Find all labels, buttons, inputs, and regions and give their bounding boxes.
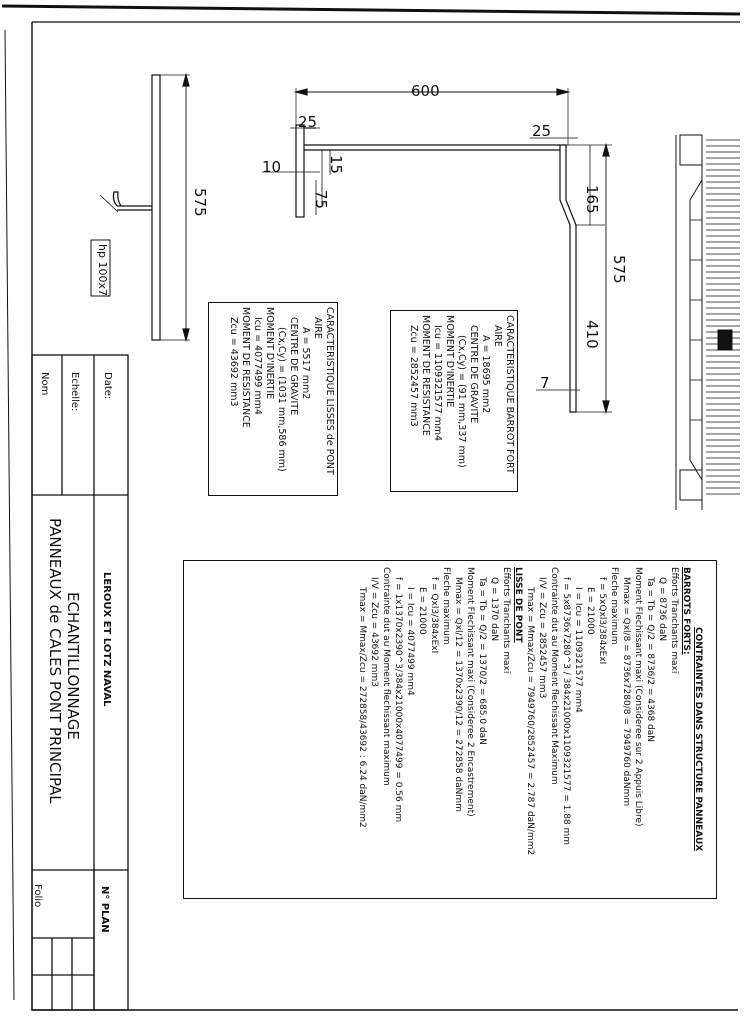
- lisse-calc-line: Ta = Tb = Q/2 = 1370/2 = 685.0 daN: [477, 577, 487, 745]
- lisse-calc-line: Contrainte dut au Moment flechissant maximum: [381, 567, 391, 786]
- lisse-line: CENTRE DE GRAVITE: [288, 317, 299, 416]
- dim-75: 75: [312, 190, 330, 210]
- lisse-characteristics-box: [208, 302, 338, 496]
- dim-575-lisse: 575: [191, 188, 209, 217]
- lisse-box-text: [227, 307, 335, 475]
- barrots-line: Fleche maximum: [609, 567, 619, 645]
- plan-number-label: N° PLAN: [99, 886, 110, 933]
- lisse-calc-line: E = 21000: [417, 587, 427, 635]
- folio-label: Folio: [32, 884, 43, 908]
- calc-box-text: [356, 567, 704, 855]
- echelle-label: Echelle:: [69, 372, 80, 412]
- barrots-line: I/V = Zcu = 2852457 mm3: [537, 577, 547, 699]
- lisse-calc-line: I = Icu = 4077499 mm4: [405, 587, 415, 696]
- lisse-line: AIRE: [312, 317, 323, 339]
- date-label: Date:: [102, 372, 113, 400]
- lisse-calc-line: Fleche maximum: [441, 567, 451, 645]
- barrots-line: f = 5x8736x7280^3 / 384x21000x1109321577 = 1.88 mm: [561, 577, 571, 846]
- drawing-title-line2: PANNEAUX de CALES PONT PRINCIPAL: [46, 518, 64, 804]
- barrots-line: Moment Flechissant maxi (Consideree sur 2 Appuis Libre): [633, 567, 643, 827]
- barrots-line: f = 5xQxl3/384xExI: [597, 577, 607, 665]
- lisse-line: Zcu = 43692 mm3: [228, 317, 239, 407]
- drawing-title-line1: ECHANTILLONNAGE: [64, 592, 82, 740]
- barrot-box-text: [407, 315, 515, 474]
- profile-label: hp 100x7: [96, 244, 109, 296]
- dim-7: 7: [540, 374, 550, 392]
- lisse-calc-line: Tmax = Mmax/Zcu = 272858/43692 : 6.24 daN/mm2: [357, 587, 367, 828]
- dim-10: 10: [262, 158, 282, 176]
- panel-elevation-drawing: [676, 135, 740, 510]
- calc-title: CONTRAINTES DANS STRUCTURE PANNEAUX: [693, 627, 703, 852]
- lisse-line: Icu = 4077499 mm4: [252, 317, 263, 415]
- barrot-line: CENTRE DE GRAVITE: [468, 325, 479, 424]
- company-name: LEROUX ET LOTZ NAVAL: [101, 572, 112, 707]
- lisse-calc-line: Efforts Tranchants maxi: [501, 567, 511, 674]
- barrots-line: Efforts Tranchants maxi: [669, 567, 679, 674]
- barrot-line: AIRE: [492, 325, 503, 347]
- lisse-line: A = 5517 mm2: [300, 327, 311, 400]
- barrot-line: MOMENT DE RESISTANCE: [420, 315, 431, 436]
- barrots-line: E = 21000: [585, 587, 595, 635]
- lisse-calc-line: Mmax = Qxl/12 = 1370x2390/12 = 272858 daNmm: [453, 577, 463, 812]
- nom-label: Nom: [39, 372, 50, 396]
- lisse-line: MOMENT D'INERTIE: [264, 307, 275, 400]
- dim-600: 600: [411, 82, 440, 100]
- lisse-title: LISSE DE PONT: [513, 567, 523, 643]
- barrot-line: MOMENT D'INERTIE: [444, 315, 455, 408]
- lisse-calc-line: Q = 1370 daN: [489, 577, 499, 642]
- dim-410: 410: [583, 320, 601, 349]
- dim-15: 15: [327, 155, 345, 175]
- barrot-line: Zcu = 2852457 mm3: [408, 325, 419, 427]
- barrots-line: Q = 8736 daN: [657, 577, 667, 642]
- dim-25-left: 25: [298, 113, 318, 131]
- lisse-calc-line: I/V = Zcu = 43692 mm3: [369, 577, 379, 687]
- barrots-line: Mmax = Qxl/8 = 8736x7280/8 = 7949760 daNmm: [621, 577, 631, 807]
- lisse-calc-line: f = 1x1370x2390^3/384x21000x4077499 = 0.56 mm: [393, 577, 403, 823]
- dim-165: 165: [583, 185, 601, 214]
- dim-25-right: 25: [532, 122, 552, 140]
- lisse-line: (Cx,Cy) = (1031 mm,586 mm): [276, 327, 287, 472]
- barrot-characteristics-box: [390, 310, 518, 492]
- barrots-line: Ta = Tb = Q/2 = 8736/2 = 4368 daN: [645, 577, 655, 743]
- barrots-line: Tmax = Mmax/Zcu = 7949760/2852457 = 2.787 daN/mm2: [525, 587, 535, 856]
- barrot-line: (Cx,Cy) = (91 mm,337 mm): [456, 335, 467, 468]
- lisse-calc-line: Moment Flechissant maxi (Consideree 2 Encastrement): [465, 567, 475, 817]
- barrot-line: Icu = 1109321577 mm4: [432, 325, 443, 442]
- dim-575-barrot: 575: [610, 255, 628, 284]
- lisse-calc-line: f = Qxl3/384xExI: [429, 577, 439, 654]
- lisse-profile-drawing: [91, 75, 190, 340]
- barrots-line: I = Icu = 1109321577 mm4: [573, 587, 583, 713]
- calculation-box: [183, 560, 717, 899]
- barrots-title: BARROTS FORTS:: [681, 567, 691, 655]
- barrots-line: Contrainte dut au Moment flechissant Maximum: [549, 567, 559, 785]
- lisse-line: MOMENT DE RESISTANCE: [240, 307, 251, 428]
- lisse-box-title: CARACTERISTIQUE LISSES de PONT: [324, 307, 335, 475]
- barrot-box-title: CARACTERISTIQUE BARROT FORT: [504, 315, 515, 474]
- barrot-line: A = 18695 mm2: [480, 335, 491, 414]
